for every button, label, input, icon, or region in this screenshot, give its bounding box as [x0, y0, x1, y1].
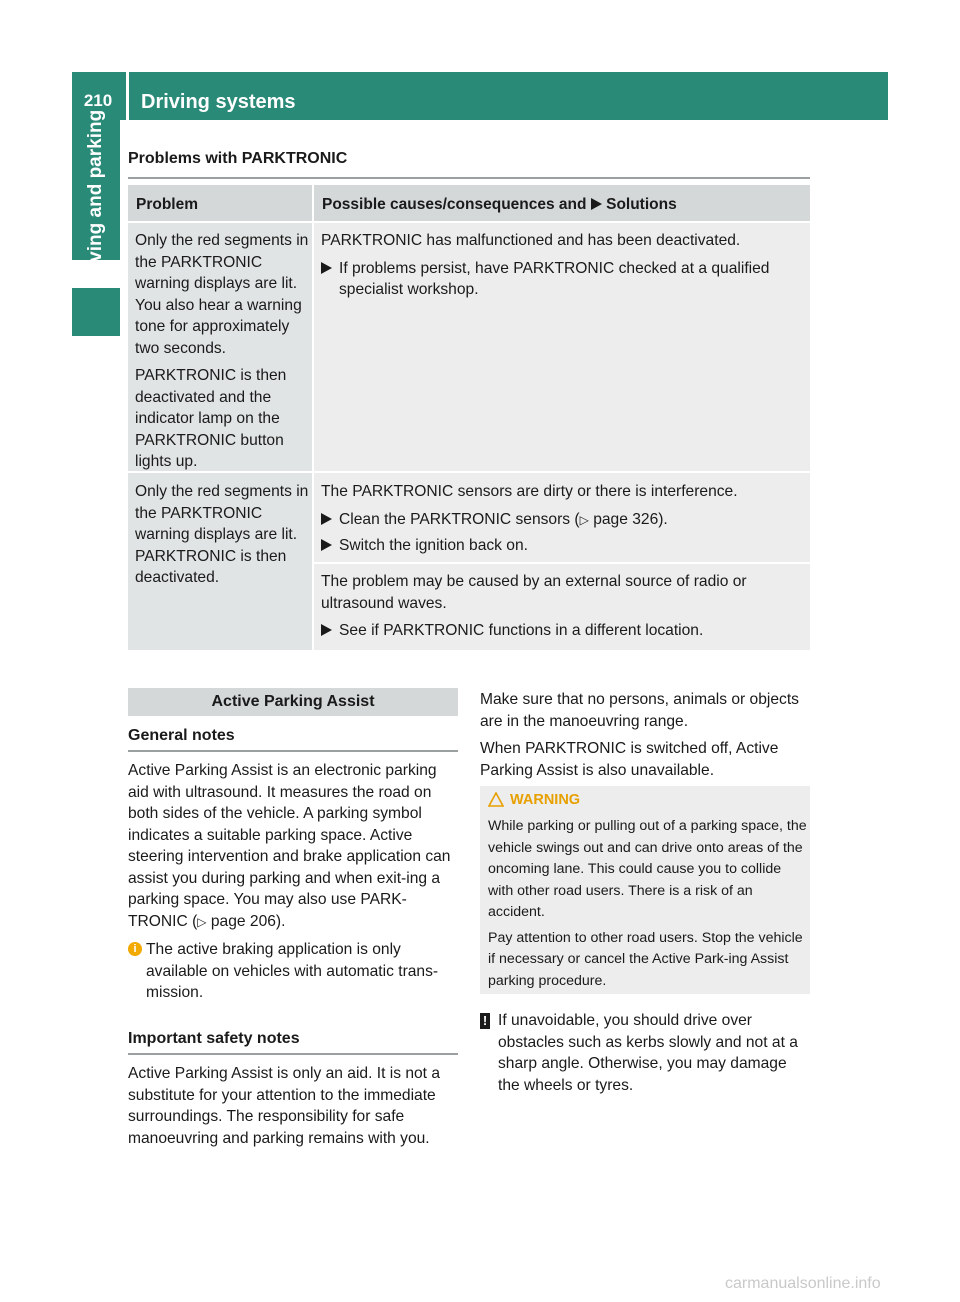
arrow-right-icon [321, 535, 332, 557]
section-title: Driving systems [141, 91, 296, 113]
caution-note: ! If unavoidable, you should drive over obstacles such as kerbs slowly and not at a sharp angle. Otherwise, you may damage the wheels or tyres. [480, 1010, 812, 1096]
arrow-right-icon [321, 509, 332, 531]
arrow-right-icon [321, 620, 332, 642]
table-header-problem: Problem [128, 185, 312, 221]
warning-box [480, 786, 810, 994]
problem-text: Only the red segments in the PARKTRONIC warning displays are lit. PARKTRONIC is then deactivated. [135, 483, 309, 586]
page-header [72, 72, 888, 120]
warning-text: While parking or pulling out of a parking space, the vehicle swings out and can drive onto areas of the oncoming lane. This could cause you to collide with other road users. There is a risk of an accident. Pay attention to other road users. Stop the vehicle if necessary or cancel the Active Park-ing Assist parking procedure. [488, 818, 807, 989]
triangle-right-icon: ▷ [579, 512, 589, 527]
general-notes-text: Active Parking Assist is an electronic parking aid with ultrasound. It measures the road on both sides of the vehicle. A parking symbol indicates a suitable parking space. Active steering intervention and brake application can assist you during parking and when exit-ing a parking space. You may also use PARK-TRONIC (▷ page 206). i The active braking application is only available on vehicles with automatic trans-mission. [128, 760, 460, 1004]
divider [128, 750, 458, 752]
safety-notes-heading: Important safety notes [128, 1030, 300, 1047]
chapter-marker [72, 288, 120, 336]
page-reference-link[interactable]: page 326). [593, 510, 668, 528]
right-column-text: Make sure that no persons, animals or objects are in the manoeuvring range. When PARKTRONIC is switched off, Active Parking Assist is also unavailable. [480, 691, 799, 779]
problem-text: Only the red segments in the PARKTRONIC warning displays are lit. You also hear a warning tone for approximately two seconds. PARKTRONIC is then deactivated and the indicator lamp on the PARKTRONIC button lights up. [135, 232, 309, 470]
solution-text: The problem may be caused by an external source of radio or ultrasound waves. See if PARKTRONIC functions in a different location. [321, 571, 801, 646]
chapter-label: Driving and parking [85, 109, 106, 289]
divider [128, 1053, 458, 1055]
general-notes-heading: General notes [128, 727, 235, 744]
page-reference-link[interactable]: page 206). [210, 912, 286, 930]
action-step: If problems persist, have PARKTRONIC checked at a qualified specialist workshop. [321, 258, 801, 301]
problems-title: Problems with PARKTRONIC [128, 150, 348, 167]
arrow-right-icon [591, 198, 602, 210]
warning-heading: WARNING [488, 792, 580, 808]
exclamation-icon: ! [480, 1013, 490, 1029]
info-note: i The active braking application is only available on vehicles with automatic trans-mission. [128, 939, 460, 1004]
info-icon: i [128, 942, 142, 956]
safety-notes-text: Active Parking Assist is only an aid. It is not a substitute for your attention to the immediate surroundings. The responsibility for safe manoeuvring and parking remains with you. [128, 1065, 441, 1147]
action-step: See if PARKTRONIC functions in a different location. [321, 620, 801, 642]
arrow-right-icon [321, 258, 332, 280]
solution-text: PARKTRONIC has malfunctioned and has been deactivated. If problems persist, have PARKTRONIC checked at a qualified specialist workshop. [321, 230, 801, 305]
page-number: 210 [83, 91, 113, 110]
table-header-solutions: Possible causes/consequences and Solutions [314, 185, 810, 221]
divider [128, 177, 810, 179]
watermark: carmanualsonline.info [725, 1275, 881, 1292]
triangle-right-icon: ▷ [197, 914, 207, 929]
section-band: Active Parking Assist [128, 688, 458, 716]
header-divider [126, 72, 129, 120]
action-step: Clean the PARKTRONIC sensors (▷ page 326). [321, 509, 801, 532]
solution-text: The PARKTRONIC sensors are dirty or there is interference. Clean the PARKTRONIC sensors (▷ page 326). Switch the ignition back on. [321, 481, 801, 561]
warning-triangle-icon [488, 792, 504, 807]
action-step: Switch the ignition back on. [321, 535, 801, 557]
